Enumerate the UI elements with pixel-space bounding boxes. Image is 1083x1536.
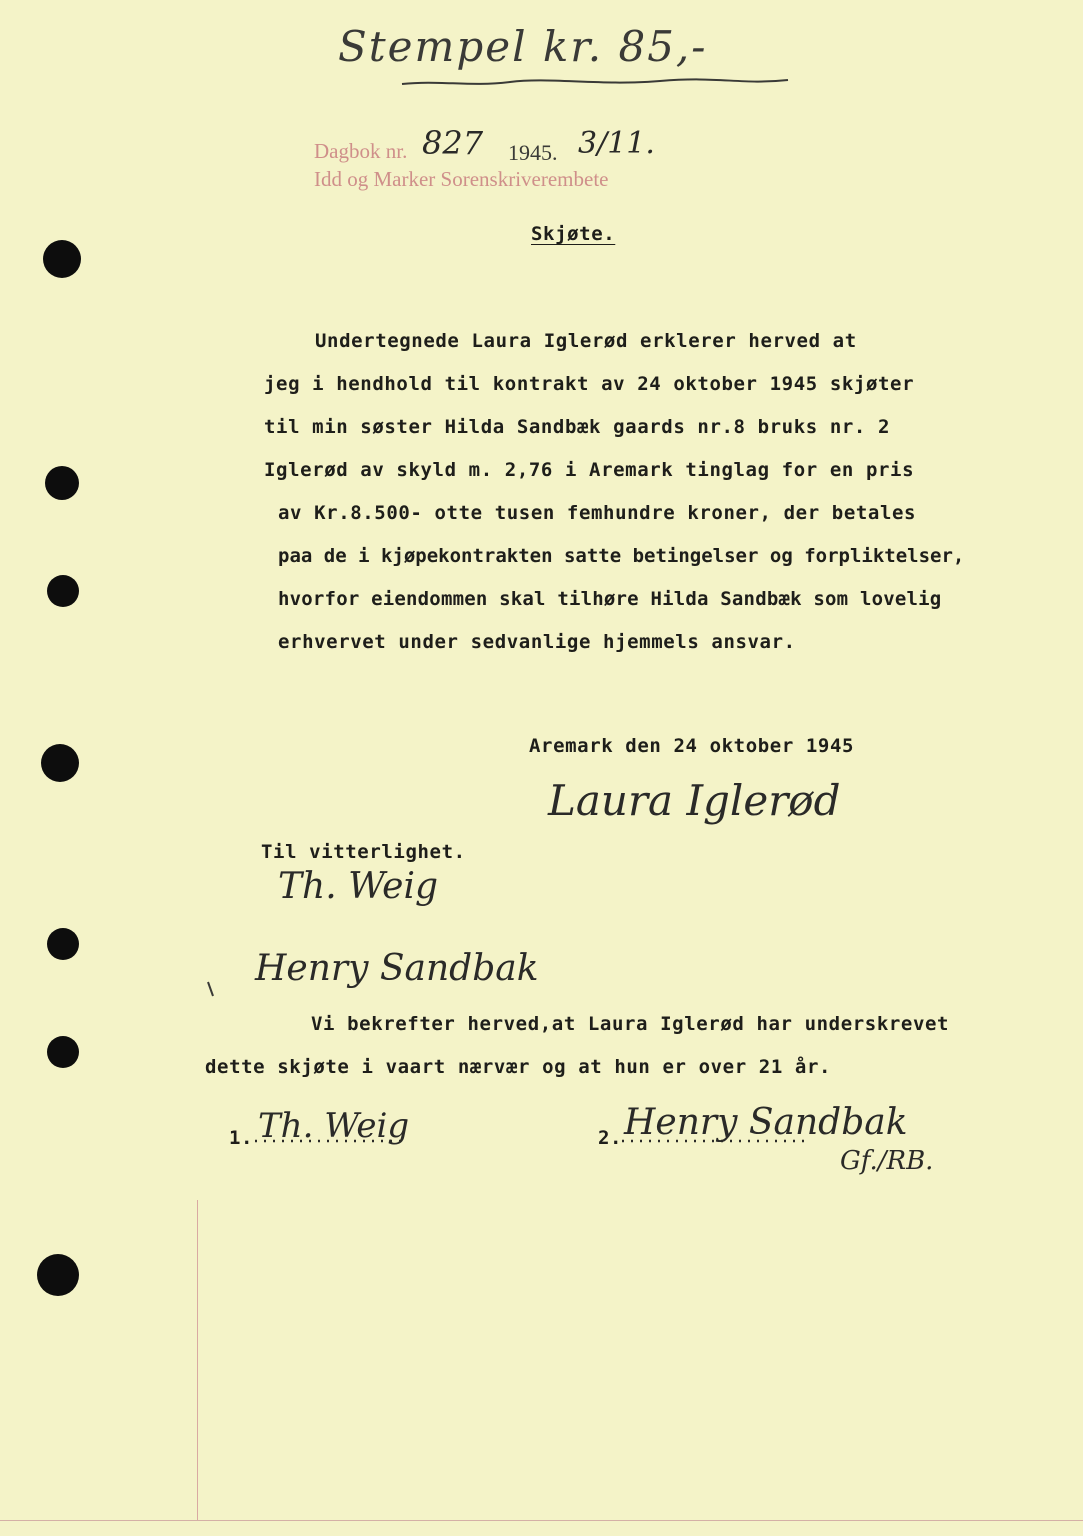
stamp-fee-underline <box>400 74 790 90</box>
signature-weig: Th. Weig <box>278 866 439 907</box>
witness-heading: Til vitterlighet. <box>261 841 466 863</box>
body-line: erhvervet under sedvanlige hjemmels ansvar. <box>278 631 796 653</box>
punch-hole <box>37 1254 79 1296</box>
signature-laura: Laura Iglerød <box>548 776 841 825</box>
bottom-rule <box>0 1520 1083 1521</box>
confirmation-line: Vi bekrefter herved,at Laura Iglerød har underskrevet <box>311 1013 950 1035</box>
body-line: paa de i kjøpekontrakten satte betingelser og forpliktelser, <box>278 545 965 567</box>
stamp-fee-note: Stempel kr. 85,- <box>338 22 708 71</box>
dagbok-number: 827 <box>422 124 484 162</box>
court-office-stamp: Idd og Marker Sorenskriverembete <box>314 167 609 191</box>
punch-hole <box>45 466 79 500</box>
punch-hole <box>41 744 79 782</box>
body-line: av Kr.8.500- otte tusen femhundre kroner, der betales <box>278 502 917 524</box>
confirmation-line: dette skjøte i vaart nærvær og at hun er over 21 år. <box>205 1056 832 1078</box>
margin-rule <box>197 1200 198 1520</box>
body-line: jeg i hendhold til kontrakt av 24 oktober 1945 skjøter <box>264 373 915 395</box>
document-title: Skjøte. <box>531 223 616 245</box>
witness-number-1: 1. <box>229 1127 254 1149</box>
body-line: Iglerød av skyld m. 2,76 i Aremark tinglag for en pris <box>264 459 915 481</box>
signature-henry: Henry Sandbak <box>255 948 539 989</box>
dagbok-date: 3/11. <box>578 126 655 161</box>
witness-signature-2: Henry Sandbak <box>624 1102 908 1143</box>
dagbok-prefix: Dagbok nr. <box>314 139 408 163</box>
punch-hole <box>43 240 81 278</box>
clerk-initials: Gf./RB. <box>840 1146 934 1176</box>
stray-mark <box>206 980 216 1000</box>
punch-hole <box>47 928 79 960</box>
body-line: til min søster Hilda Sandbæk gaards nr.8 bruks nr. 2 <box>264 416 891 438</box>
punch-hole <box>47 1036 79 1068</box>
witness-number-2: 2. <box>598 1127 623 1149</box>
body-line: hvorfor eiendommen skal tilhøre Hilda Sandbæk som lovelig <box>278 588 942 610</box>
witness-signature-1: Th. Weig <box>258 1106 410 1146</box>
body-line: Undertegnede Laura Iglerød erklerer herved at <box>315 330 857 352</box>
place-date: Aremark den 24 oktober 1945 <box>529 735 855 757</box>
dagbok-year: 1945. <box>508 140 558 165</box>
punch-hole <box>47 575 79 607</box>
